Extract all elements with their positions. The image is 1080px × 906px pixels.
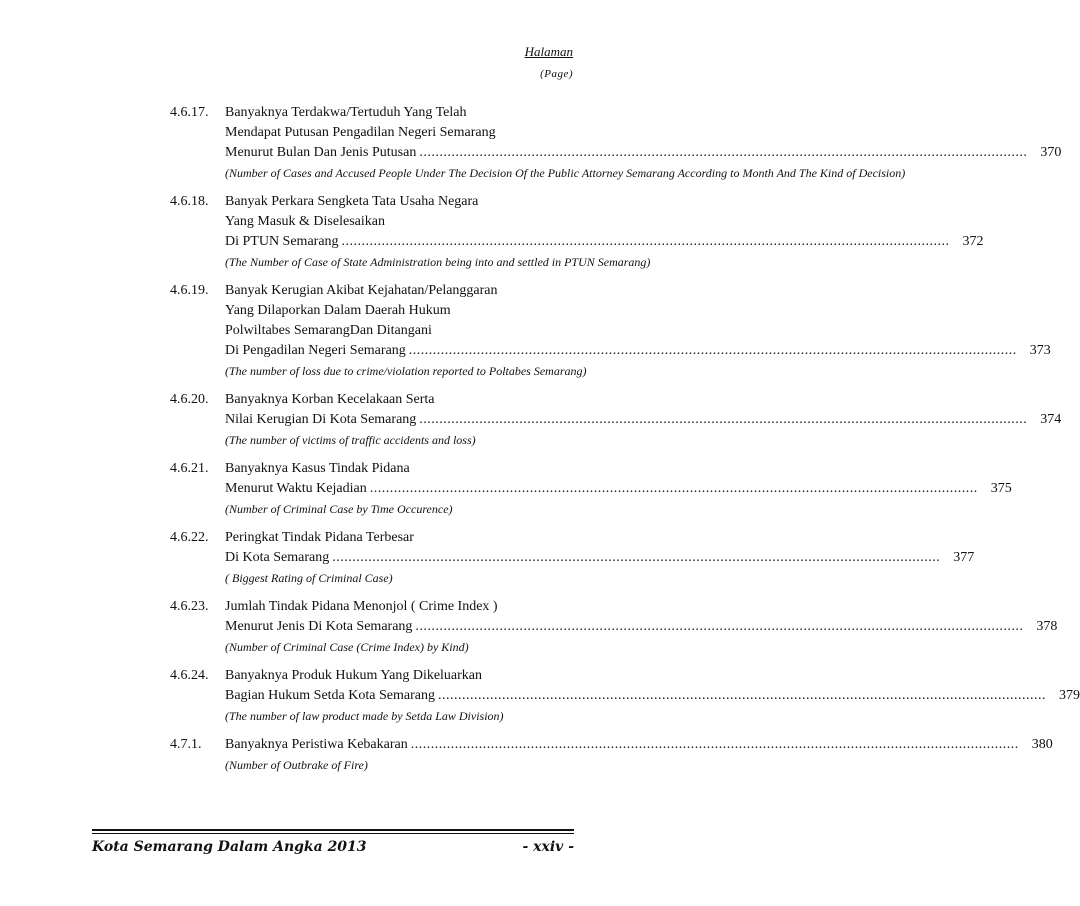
entry-number: 4.6.24. [170,668,209,683]
entry-title-line: Menurut Jenis Di Kota Semarang [225,619,413,634]
dot-leader [419,143,1027,163]
entry-page-number: 372 [962,234,984,249]
entry-page-number: 378 [1036,619,1058,634]
entry-page-number: 379 [1058,688,1080,703]
dot-leader [438,686,1046,706]
toc-entry [170,597,1058,657]
entry-title-line: Banyak Kerugian Akibat Kejahatan/Pelanggaran [225,283,498,298]
entry-title-line: Banyaknya Peristiwa Kebakaran [225,737,408,752]
dot-leader [370,479,978,499]
entry-page-number: 374 [1040,412,1062,427]
entry-english-translation: (The number of law product made by Setda Law Division) [225,709,504,723]
entry-title-line: Polwiltabes SemarangDan Ditangani [225,323,432,338]
footer-rule [92,829,574,831]
toc-entry [170,528,975,588]
entry-number: 4.6.22. [170,530,209,545]
entry-number: 4.7.1. [170,737,202,752]
entry-page-number: 375 [990,481,1012,496]
entry-title-line: Mendapat Putusan Pengadilan Negeri Semarang [225,125,496,140]
entry-number: 4.6.20. [170,392,209,407]
footer-page-number: - xxiv - [522,839,574,855]
dot-leader [415,617,1023,637]
table-of-contents [170,103,1080,784]
entry-title-line: Banyaknya Kasus Tindak Pidana [225,461,410,476]
entry-title-line: Menurut Bulan Dan Jenis Putusan [225,145,417,160]
entry-title-line: Banyaknya Terdakwa/Tertuduh Yang Telah [225,105,467,120]
entry-page-number: 377 [953,550,975,565]
entry-title-line: Peringkat Tindak Pidana Terbesar [225,530,414,545]
dot-leader [342,232,950,252]
entry-number: 4.6.23. [170,599,209,614]
footer-rule-thin [92,833,574,834]
entry-title-line: Bagian Hukum Setda Kota Semarang [225,688,435,703]
entry-english-translation: (The Number of Case of State Administration being into and settled in PTUN Semarang) [225,255,651,269]
toc-entry [170,103,1062,183]
entry-english-translation: ( Biggest Rating of Criminal Case) [225,571,393,585]
dot-leader [409,341,1017,361]
entry-english-translation: (Number of Cases and Accused People Under The Decision Of the Public Attorney Semarang According to Month And The Kind of Decision) [225,166,906,180]
entry-english-translation: (The number of victims of traffic accidents and loss) [225,433,476,447]
entry-title-line: Di PTUN Semarang [225,234,339,249]
entry-title-line: Di Kota Semarang [225,550,330,565]
entry-title-line: Menurut Waktu Kejadian [225,481,367,496]
entry-number: 4.6.18. [170,194,209,209]
entry-english-translation: (Number of Criminal Case by Time Occurence) [225,502,453,516]
page-label-english: (Page) [540,68,573,80]
toc-entry [170,459,1012,519]
entry-english-translation: (Number of Outbrake of Fire) [225,758,368,772]
entry-title-line: Banyaknya Korban Kecelakaan Serta [225,392,435,407]
entry-page-number: 370 [1040,145,1062,160]
dot-leader [332,548,940,568]
toc-entry [170,390,1062,450]
toc-entry [170,666,1080,726]
entry-title-line: Nilai Kerugian Di Kota Semarang [225,412,417,427]
entry-title-line: Banyaknya Produk Hukum Yang Dikeluarkan [225,668,483,683]
entry-page-number: 380 [1031,737,1053,752]
toc-entry [170,192,984,272]
entry-title-line: Jumlah Tindak Pidana Menonjol ( Crime Index ) [225,599,498,614]
entry-number: 4.6.19. [170,283,209,298]
dot-leader [411,735,1019,755]
entry-title-line: Banyak Perkara Sengketa Tata Usaha Negara [225,194,479,209]
halaman-label: Halaman [524,44,573,59]
dot-leader [419,410,1027,430]
entry-title-line: Yang Dilaporkan Dalam Daerah Hukum [225,303,451,318]
page-column-header [525,44,573,80]
entry-english-translation: (The number of loss due to crime/violation reported to Poltabes Semarang) [225,364,587,378]
entry-number: 4.6.21. [170,461,209,476]
toc-entry [170,735,1053,775]
entry-number: 4.6.17. [170,105,209,120]
footer-publication-title: Kota Semarang Dalam Angka 2013 [92,839,367,855]
toc-entry [170,281,1051,381]
entry-title-line: Di Pengadilan Negeri Semarang [225,343,406,358]
entry-title-line: Yang Masuk & Diselesaikan [225,214,385,229]
entry-english-translation: (Number of Criminal Case (Crime Index) by Kind) [225,640,469,654]
entry-page-number: 373 [1029,343,1051,358]
